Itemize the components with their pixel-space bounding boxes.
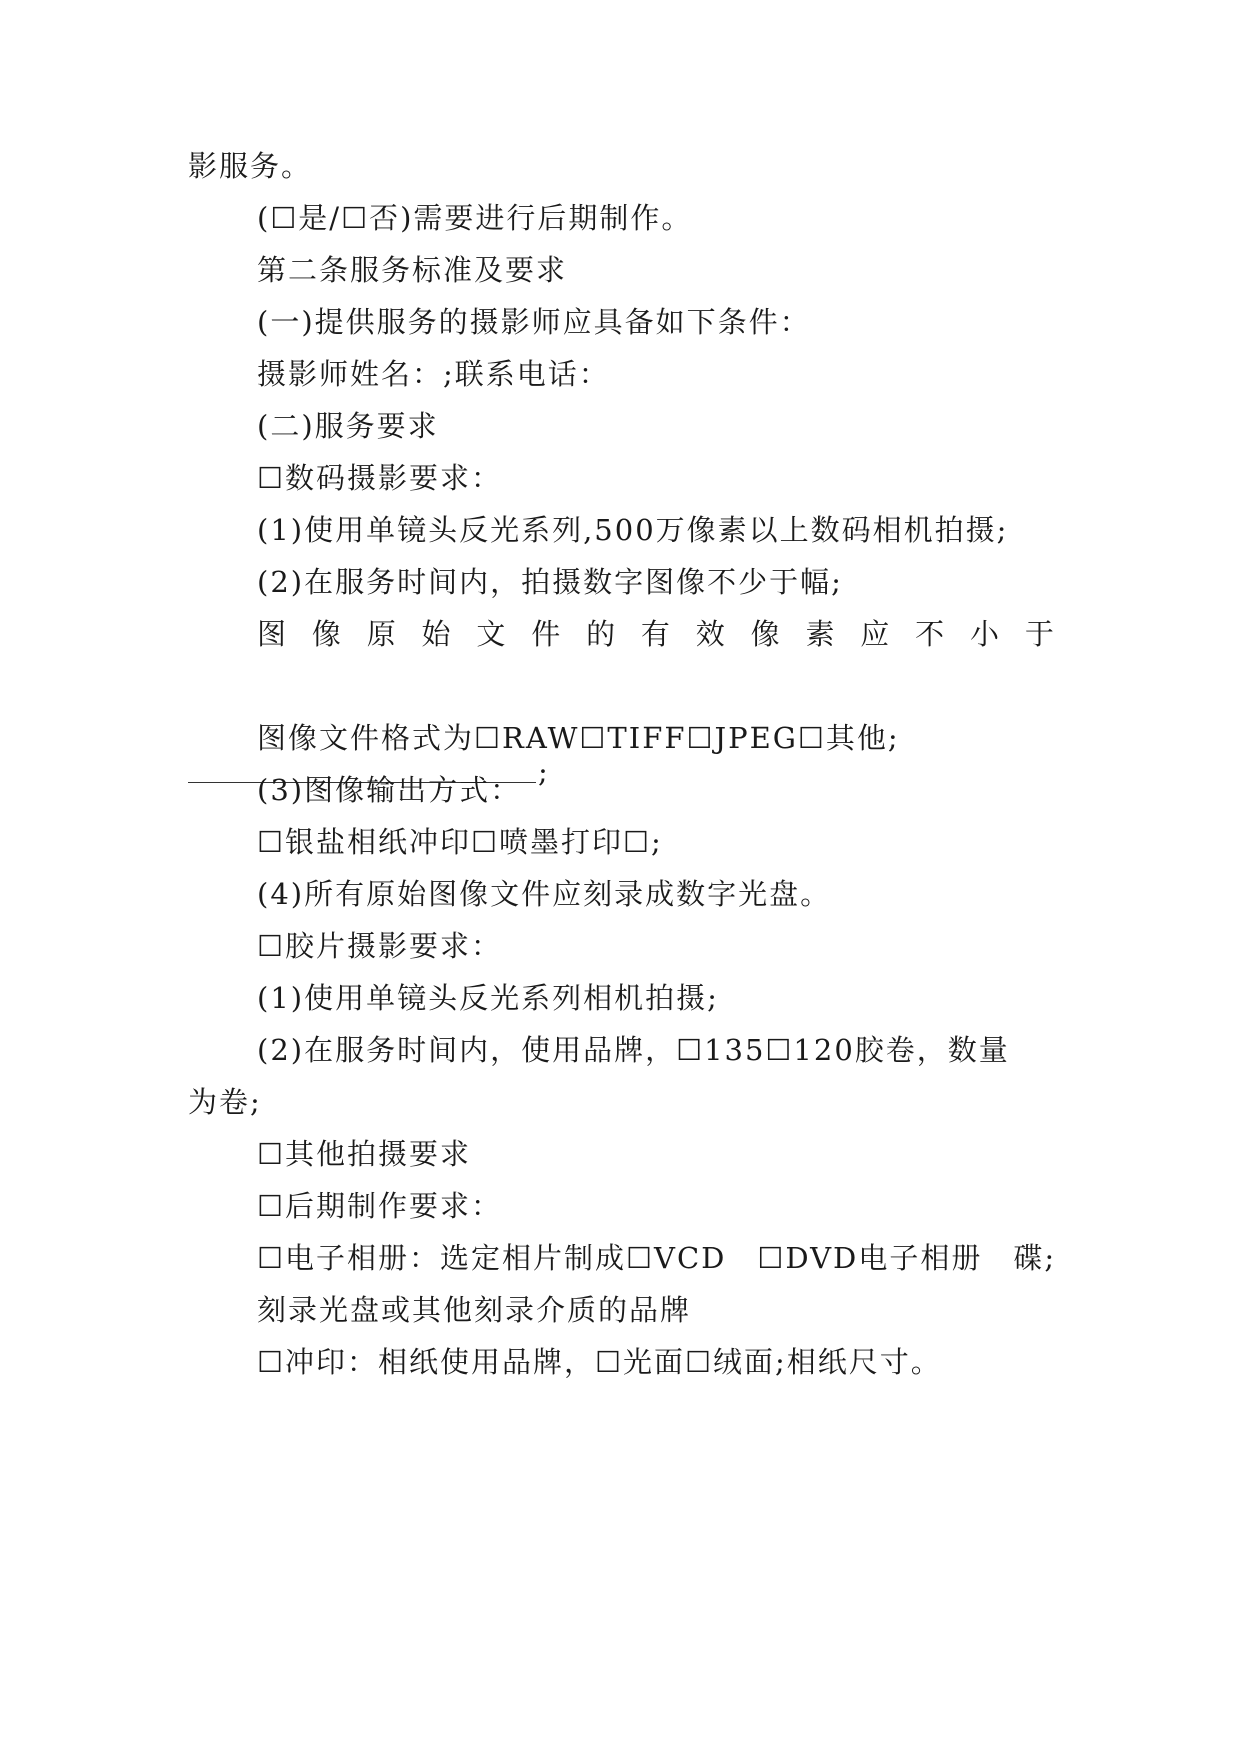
text-line: ☐后期制作要求： — [257, 1189, 502, 1223]
text-line: 影服务。 — [188, 149, 313, 183]
justified-char: 于 — [1024, 617, 1054, 651]
text-line: 图像文件格式为☐RAW☐TIFF☐JPEG☐其他; — [257, 721, 900, 755]
justified-char: 像 — [750, 617, 780, 651]
text-line: ☐其他拍摄要求 — [257, 1137, 471, 1171]
justified-char: 小 — [969, 617, 999, 651]
text-line: ☐冲印：相纸使用品牌，☐光面☐绒面;相纸尺寸。 — [257, 1345, 942, 1379]
text-line: (3)图像输出方式： — [257, 773, 522, 807]
text-line: (2)在服务时间内，使用品牌，☐135☐120胶卷，数量 — [257, 1033, 1010, 1067]
justified-char: 效 — [695, 617, 725, 651]
text-line: ☐胶片摄影要求： — [257, 929, 502, 963]
text-line: 刻录光盘或其他刻录介质的品牌 — [257, 1293, 692, 1327]
justified-char: 文 — [476, 617, 506, 651]
justified-char: 件 — [531, 617, 561, 651]
justified-char: 有 — [640, 617, 670, 651]
justified-char: 图 — [257, 617, 287, 651]
text-line: (1)使用单镜头反光系列,500万像素以上数码相机拍摄; — [257, 513, 1009, 547]
text-line: 摄影师姓名：;联系电话： — [257, 357, 610, 391]
text-line: (4)所有原始图像文件应刻录成数字光盘。 — [257, 877, 832, 911]
text-line: (二)服务要求 — [257, 409, 439, 443]
text-line: (☐是/☐否)需要进行后期制作。 — [257, 201, 693, 235]
section-heading: 第二条服务标准及要求 — [257, 253, 568, 287]
text-line: (一)提供服务的摄影师应具备如下条件： — [257, 305, 811, 339]
justified-char: 的 — [586, 617, 616, 651]
justified-char: 始 — [421, 617, 451, 651]
justified-char: 像 — [311, 617, 341, 651]
justified-char: 素 — [805, 617, 835, 651]
text-line: 为卷; — [188, 1085, 262, 1119]
text-line: (2)在服务时间内，拍摄数字图像不少于幅; — [257, 565, 843, 599]
text-line: ☐银盐相纸冲印☐喷墨打印☐; — [257, 825, 663, 859]
justified-char: 应 — [860, 617, 890, 651]
text-line: ; — [538, 755, 548, 789]
justified-text-line — [257, 614, 1054, 654]
justified-char: 原 — [366, 617, 396, 651]
justified-char: 不 — [915, 617, 945, 651]
text-line: ☐数码摄影要求： — [257, 461, 502, 495]
text-line: (1)使用单镜头反光系列相机拍摄; — [257, 981, 719, 1015]
text-line: ☐电子相册：选定相片制成☐VCD ☐DVD电子相册 碟; — [257, 1241, 1057, 1275]
